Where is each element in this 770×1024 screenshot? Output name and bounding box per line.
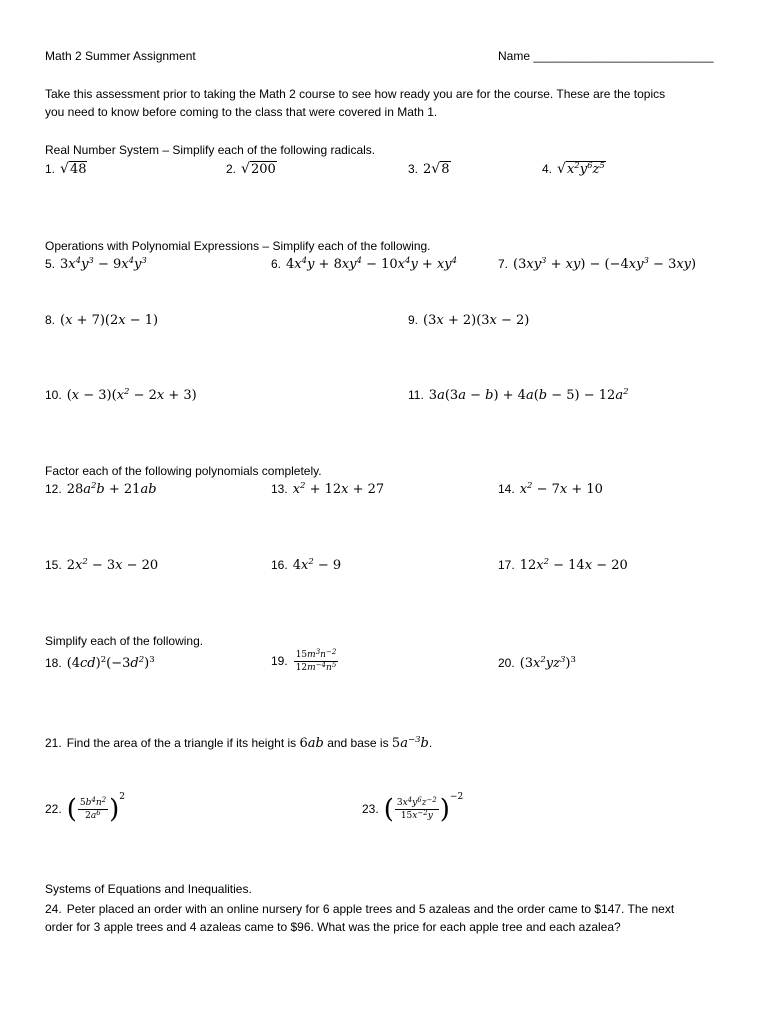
problem-21-text-b: and base is (323, 736, 392, 750)
problem-number: 21. (45, 736, 62, 750)
problem-number: 15. (45, 558, 62, 572)
section-simplify: Simplify each of the following. (45, 634, 204, 648)
problem-22: 22. ( $\frac{5b^4n^2}{2a^6}$ )$^2$ (45, 792, 125, 825)
problem-11: 11. $3a(3a - b) + 4a(b - 5) - 12a^2$ (408, 387, 629, 403)
problem-6: 6. $4x^4y + 8xy^4 - 10x^4y + xy^4$ (271, 256, 458, 272)
page-title: Math 2 Summer Assignment (45, 49, 196, 63)
problem-number: 7. (498, 257, 509, 271)
problem-5: 5. $3x^4y^3 - 9x^4y^3$ (45, 256, 147, 272)
problem-number: 4. (542, 162, 553, 176)
problem-13: 13. $x^2 + 12x + 27$ (271, 481, 385, 497)
problem-15: 15. $2x^2 - 3x - 20$ (45, 557, 159, 573)
problem-18: 18. $(4cd)^2(-3d^2)^3$ (45, 655, 155, 671)
problem-number: 8. (45, 313, 56, 327)
problem-23: 23. ( $\frac{3x^4y^6z^{-2}}{15x^{-2}y}$ )$^{-2}$ (362, 792, 464, 825)
section-factor: Factor each of the following polynomials completely. (45, 464, 322, 478)
problem-number: 5. (45, 257, 56, 271)
problem-number: 17. (498, 558, 515, 572)
problem-9: 9. (3x + 2)(3x − 2) (408, 313, 530, 328)
problem-number: 12. (45, 482, 62, 496)
problem-number: 19. (271, 654, 288, 668)
problem-number: 13. (271, 482, 288, 496)
problem-24-line-2: order for 3 apple trees and 4 azaleas came to $96. What was the price for each apple tree and each azalea? (45, 920, 621, 934)
problem-2: 2. √200 (226, 161, 276, 177)
problem-number: 20. (498, 656, 515, 670)
problem-number: 3. (408, 162, 419, 176)
problem-24-line-1 (45, 902, 674, 916)
problem-4: 4. $√x^2y^6z^5$ (542, 161, 605, 177)
problem-number: 16. (271, 558, 288, 572)
section-polynomials: Operations with Polynomial Expressions – Simplify each of the following. (45, 239, 431, 253)
problem-10: 10. $(x - 3)(x^2 - 2x + 3)$ (45, 387, 197, 403)
section-systems: Systems of Equations and Inequalities. (45, 882, 252, 896)
problem-16: 16. $4x^2 - 9$ (271, 557, 342, 573)
problem-number: 2. (226, 162, 237, 176)
problem-number: 23. (362, 802, 379, 816)
problem-number: 22. (45, 802, 62, 816)
problem-7: 7. $(3xy^3 + xy) - (-4xy^3 - 3xy)$ (498, 256, 697, 272)
problem-1: 1. √48 (45, 161, 87, 177)
problem-21: 21. Find the area of the a triangle if its height is 6ab and base is $5a^{-3}b$. (45, 735, 433, 751)
problem-number: 11. (408, 388, 424, 402)
section-radicals: Real Number System – Simplify each of the following radicals. (45, 143, 376, 157)
problem-number: 24. (45, 902, 62, 916)
problem-19: 19. $\frac{15m^3n^{-2}}{12m^{-4}n^5}$ (271, 648, 337, 673)
problem-number: 10. (45, 388, 62, 402)
problem-number: 9. (408, 313, 419, 327)
problem-21-text-a: Find the area of the a triangle if its height is (66, 736, 300, 750)
problem-number: 14. (498, 482, 515, 496)
problem-3: 3. 2√8 (408, 161, 450, 177)
problem-12: 12. $28a^2b + 21ab$ (45, 481, 157, 497)
name-field: Name ___________________________ (498, 49, 714, 63)
problem-8: 8. (x + 7)(2x − 1) (45, 313, 159, 328)
intro-line-2: you need to know before coming to the class that were covered in Math 1. (45, 105, 438, 119)
intro-line-1: Take this assessment prior to taking the Math 2 course to see how ready you are for the course. These are the topics (45, 87, 666, 101)
problem-14: 14. $x^2 - 7x + 10$ (498, 481, 603, 497)
problem-20: 20. $(3x^2yz^3)^3$ (498, 655, 576, 671)
problem-number: 6. (271, 257, 282, 271)
problem-number: 18. (45, 656, 62, 670)
problem-17: 17. $12x^2 - 14x - 20$ (498, 557, 628, 573)
problem-number: 1. (45, 162, 56, 176)
problem-24-text-1: Peter placed an order with an online nursery for 6 apple trees and 5 azaleas and the order came to $147. The next (66, 902, 675, 916)
